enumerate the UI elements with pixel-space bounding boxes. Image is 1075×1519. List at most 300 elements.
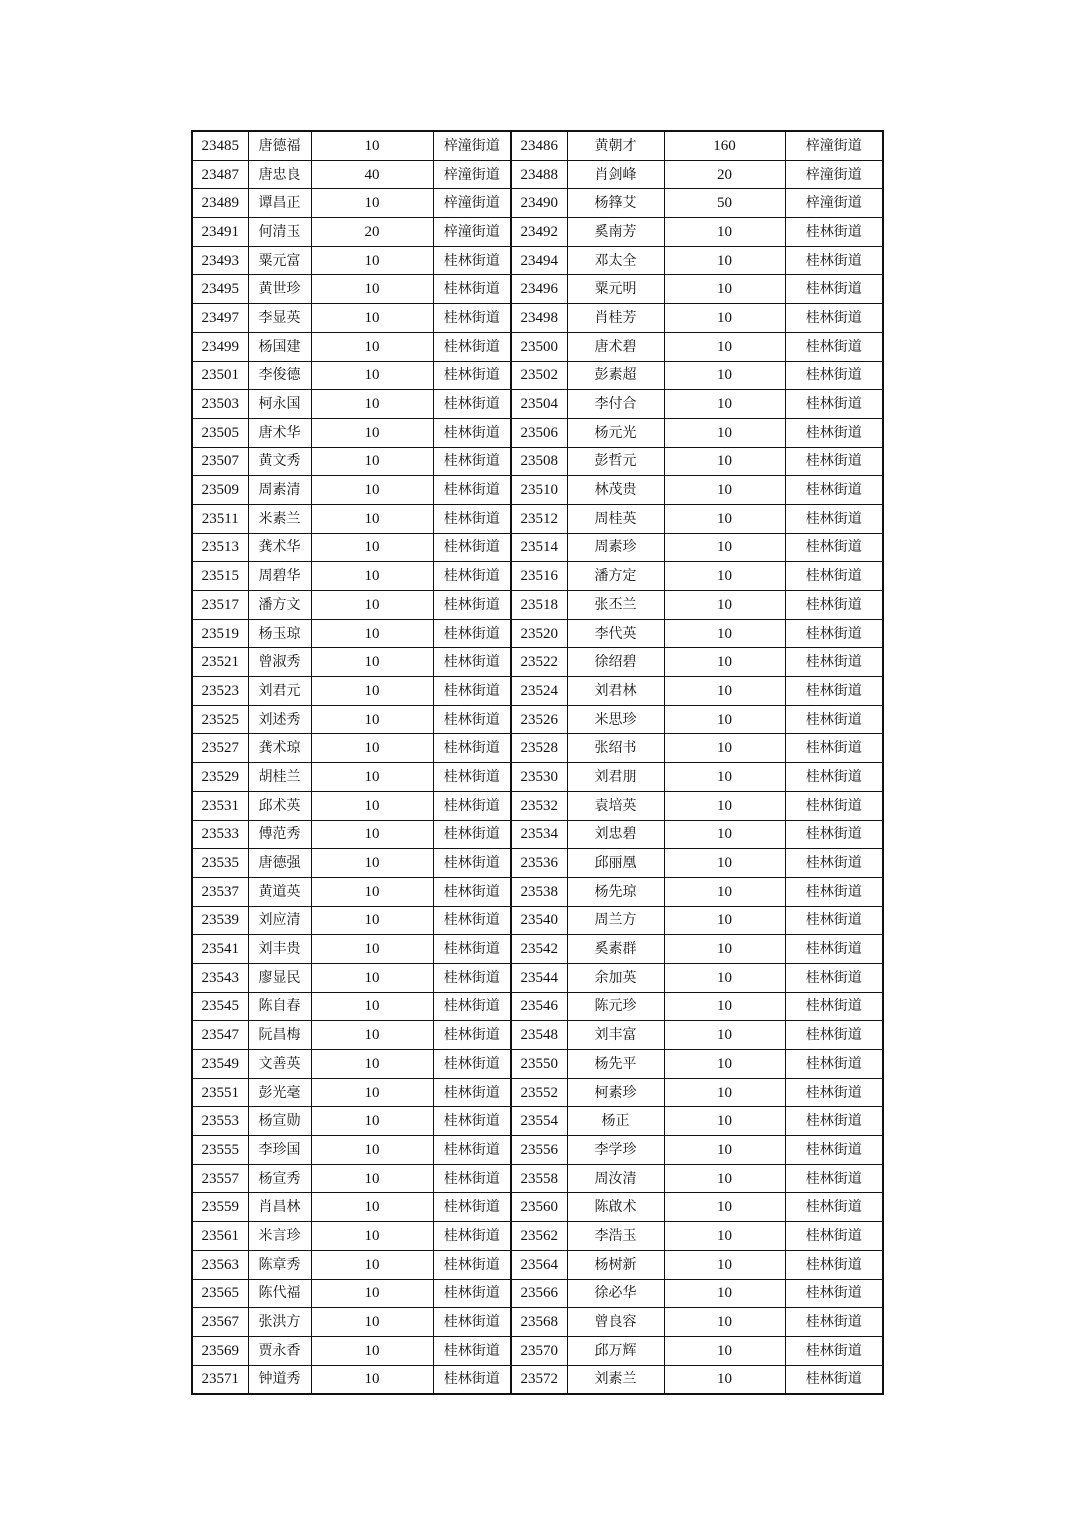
name-cell: 彭光毫 xyxy=(248,1078,311,1107)
id-cell: 23512 xyxy=(511,504,567,533)
name-cell: 陈自春 xyxy=(248,992,311,1021)
amount-cell: 10 xyxy=(664,332,785,361)
name-cell: 黄道英 xyxy=(248,877,311,906)
table-row xyxy=(192,1365,883,1394)
name-cell: 杨宣秀 xyxy=(248,1164,311,1193)
name-cell: 李付合 xyxy=(567,390,664,419)
street-cell: 桂林街道 xyxy=(433,963,511,992)
table-row xyxy=(192,591,883,620)
street-cell: 桂林街道 xyxy=(433,1250,511,1279)
amount-cell: 10 xyxy=(664,1308,785,1337)
amount-cell: 10 xyxy=(664,849,785,878)
id-cell: 23521 xyxy=(192,648,248,677)
street-cell: 桂林街道 xyxy=(785,906,883,935)
table-row xyxy=(192,648,883,677)
amount-cell: 10 xyxy=(311,677,433,706)
street-cell: 桂林街道 xyxy=(785,504,883,533)
street-cell: 梓潼街道 xyxy=(433,189,511,218)
name-cell: 廖显民 xyxy=(248,963,311,992)
amount-cell: 10 xyxy=(311,648,433,677)
id-cell: 23515 xyxy=(192,562,248,591)
street-cell: 桂林街道 xyxy=(785,1078,883,1107)
amount-cell: 10 xyxy=(664,734,785,763)
id-cell: 23563 xyxy=(192,1250,248,1279)
name-cell: 陈元珍 xyxy=(567,992,664,1021)
id-cell: 23519 xyxy=(192,619,248,648)
id-cell: 23531 xyxy=(192,791,248,820)
id-cell: 23490 xyxy=(511,189,567,218)
amount-cell: 10 xyxy=(664,705,785,734)
street-cell: 桂林街道 xyxy=(785,533,883,562)
amount-cell: 10 xyxy=(311,1136,433,1165)
id-cell: 23489 xyxy=(192,189,248,218)
amount-cell: 10 xyxy=(311,390,433,419)
id-cell: 23500 xyxy=(511,332,567,361)
amount-cell: 10 xyxy=(664,935,785,964)
amount-cell: 10 xyxy=(311,1279,433,1308)
amount-cell: 10 xyxy=(664,1136,785,1165)
table-row xyxy=(192,849,883,878)
name-cell: 张绍书 xyxy=(567,734,664,763)
street-cell: 桂林街道 xyxy=(433,1365,511,1394)
name-cell: 黄文秀 xyxy=(248,447,311,476)
street-cell: 桂林街道 xyxy=(433,1308,511,1337)
street-cell: 桂林街道 xyxy=(785,218,883,247)
name-cell: 杨先琼 xyxy=(567,877,664,906)
name-cell: 谭昌正 xyxy=(248,189,311,218)
name-cell: 黄朝才 xyxy=(567,131,664,160)
id-cell: 23487 xyxy=(192,160,248,189)
street-cell: 桂林街道 xyxy=(433,304,511,333)
name-cell: 张丕兰 xyxy=(567,591,664,620)
amount-cell: 10 xyxy=(664,418,785,447)
amount-cell: 40 xyxy=(311,160,433,189)
id-cell: 23567 xyxy=(192,1308,248,1337)
amount-cell: 10 xyxy=(664,677,785,706)
name-cell: 刘丰贵 xyxy=(248,935,311,964)
street-cell: 桂林街道 xyxy=(433,1021,511,1050)
id-cell: 23509 xyxy=(192,476,248,505)
id-cell: 23535 xyxy=(192,849,248,878)
amount-cell: 10 xyxy=(311,849,433,878)
amount-cell: 10 xyxy=(664,246,785,275)
amount-cell: 10 xyxy=(311,131,433,160)
name-cell: 彭素超 xyxy=(567,361,664,390)
street-cell: 桂林街道 xyxy=(433,1050,511,1079)
amount-cell: 10 xyxy=(664,1021,785,1050)
street-cell: 桂林街道 xyxy=(433,705,511,734)
table-row xyxy=(192,1021,883,1050)
id-cell: 23518 xyxy=(511,591,567,620)
name-cell: 袁培英 xyxy=(567,791,664,820)
name-cell: 邱丽凰 xyxy=(567,849,664,878)
street-cell: 桂林街道 xyxy=(433,935,511,964)
name-cell: 龚术华 xyxy=(248,533,311,562)
id-cell: 23527 xyxy=(192,734,248,763)
street-cell: 桂林街道 xyxy=(785,275,883,304)
name-cell: 米思珍 xyxy=(567,705,664,734)
table-row xyxy=(192,820,883,849)
id-cell: 23556 xyxy=(511,1136,567,1165)
id-cell: 23508 xyxy=(511,447,567,476)
id-cell: 23525 xyxy=(192,705,248,734)
name-cell: 杨正 xyxy=(567,1107,664,1136)
street-cell: 桂林街道 xyxy=(785,562,883,591)
street-cell: 桂林街道 xyxy=(785,1021,883,1050)
table-row xyxy=(192,476,883,505)
amount-cell: 10 xyxy=(664,447,785,476)
name-cell: 文善英 xyxy=(248,1050,311,1079)
amount-cell: 10 xyxy=(664,1365,785,1394)
amount-cell: 10 xyxy=(311,1193,433,1222)
table-row xyxy=(192,189,883,218)
table-row xyxy=(192,361,883,390)
amount-cell: 10 xyxy=(664,1336,785,1365)
id-cell: 23553 xyxy=(192,1107,248,1136)
street-cell: 桂林街道 xyxy=(785,1279,883,1308)
name-cell: 肖昌林 xyxy=(248,1193,311,1222)
street-cell: 桂林街道 xyxy=(785,935,883,964)
amount-cell: 10 xyxy=(664,1107,785,1136)
id-cell: 23497 xyxy=(192,304,248,333)
table-row xyxy=(192,447,883,476)
table-row xyxy=(192,935,883,964)
id-cell: 23549 xyxy=(192,1050,248,1079)
table-row xyxy=(192,791,883,820)
name-cell: 杨元光 xyxy=(567,418,664,447)
street-cell: 桂林街道 xyxy=(785,361,883,390)
street-cell: 桂林街道 xyxy=(785,992,883,1021)
amount-cell: 10 xyxy=(311,1250,433,1279)
street-cell: 桂林街道 xyxy=(433,1078,511,1107)
table-row xyxy=(192,332,883,361)
amount-cell: 10 xyxy=(311,1365,433,1394)
name-cell: 周桂英 xyxy=(567,504,664,533)
name-cell: 胡桂兰 xyxy=(248,763,311,792)
street-cell: 桂林街道 xyxy=(785,1193,883,1222)
name-cell: 柯永国 xyxy=(248,390,311,419)
amount-cell: 10 xyxy=(311,1021,433,1050)
name-cell: 傅范秀 xyxy=(248,820,311,849)
name-cell: 杨先平 xyxy=(567,1050,664,1079)
id-cell: 23569 xyxy=(192,1336,248,1365)
amount-cell: 10 xyxy=(311,820,433,849)
id-cell: 23570 xyxy=(511,1336,567,1365)
street-cell: 桂林街道 xyxy=(433,1164,511,1193)
street-cell: 桂林街道 xyxy=(785,418,883,447)
street-cell: 桂林街道 xyxy=(785,877,883,906)
id-cell: 23547 xyxy=(192,1021,248,1050)
amount-cell: 10 xyxy=(311,1336,433,1365)
amount-cell: 10 xyxy=(311,1078,433,1107)
table-row xyxy=(192,992,883,1021)
name-cell: 肖桂芳 xyxy=(567,304,664,333)
amount-cell: 10 xyxy=(664,1193,785,1222)
id-cell: 23565 xyxy=(192,1279,248,1308)
table-row xyxy=(192,734,883,763)
amount-cell: 10 xyxy=(664,820,785,849)
street-cell: 桂林街道 xyxy=(433,820,511,849)
street-cell: 桂林街道 xyxy=(433,734,511,763)
name-cell: 黄世珍 xyxy=(248,275,311,304)
table-row xyxy=(192,1050,883,1079)
name-cell: 李俊德 xyxy=(248,361,311,390)
name-cell: 邱术英 xyxy=(248,791,311,820)
name-cell: 刘君朋 xyxy=(567,763,664,792)
street-cell: 梓潼街道 xyxy=(433,218,511,247)
name-cell: 刘述秀 xyxy=(248,705,311,734)
id-cell: 23524 xyxy=(511,677,567,706)
table-row xyxy=(192,619,883,648)
street-cell: 桂林街道 xyxy=(785,246,883,275)
street-cell: 桂林街道 xyxy=(785,476,883,505)
amount-cell: 10 xyxy=(664,1050,785,1079)
name-cell: 奚南芳 xyxy=(567,218,664,247)
street-cell: 桂林街道 xyxy=(433,562,511,591)
name-cell: 徐绍碧 xyxy=(567,648,664,677)
id-cell: 23543 xyxy=(192,963,248,992)
donation-table xyxy=(191,130,884,1395)
amount-cell: 10 xyxy=(664,1279,785,1308)
id-cell: 23491 xyxy=(192,218,248,247)
name-cell: 龚术琼 xyxy=(248,734,311,763)
id-cell: 23505 xyxy=(192,418,248,447)
amount-cell: 10 xyxy=(311,734,433,763)
amount-cell: 10 xyxy=(311,877,433,906)
street-cell: 桂林街道 xyxy=(785,820,883,849)
street-cell: 桂林街道 xyxy=(785,619,883,648)
name-cell: 李珍国 xyxy=(248,1136,311,1165)
id-cell: 23510 xyxy=(511,476,567,505)
amount-cell: 10 xyxy=(311,1222,433,1251)
street-cell: 梓潼街道 xyxy=(785,160,883,189)
name-cell: 周素珍 xyxy=(567,533,664,562)
street-cell: 桂林街道 xyxy=(785,677,883,706)
street-cell: 桂林街道 xyxy=(433,763,511,792)
name-cell: 粟元明 xyxy=(567,275,664,304)
name-cell: 唐术华 xyxy=(248,418,311,447)
name-cell: 唐术碧 xyxy=(567,332,664,361)
id-cell: 23522 xyxy=(511,648,567,677)
name-cell: 唐德福 xyxy=(248,131,311,160)
id-cell: 23528 xyxy=(511,734,567,763)
amount-cell: 10 xyxy=(311,619,433,648)
street-cell: 桂林街道 xyxy=(785,1308,883,1337)
amount-cell: 10 xyxy=(311,533,433,562)
id-cell: 23530 xyxy=(511,763,567,792)
name-cell: 杨国建 xyxy=(248,332,311,361)
street-cell: 桂林街道 xyxy=(785,1107,883,1136)
name-cell: 陈啟术 xyxy=(567,1193,664,1222)
id-cell: 23571 xyxy=(192,1365,248,1394)
id-cell: 23551 xyxy=(192,1078,248,1107)
id-cell: 23538 xyxy=(511,877,567,906)
amount-cell: 160 xyxy=(664,131,785,160)
id-cell: 23554 xyxy=(511,1107,567,1136)
name-cell: 杨玉琼 xyxy=(248,619,311,648)
id-cell: 23536 xyxy=(511,849,567,878)
table-row xyxy=(192,562,883,591)
amount-cell: 10 xyxy=(664,304,785,333)
name-cell: 刘丰富 xyxy=(567,1021,664,1050)
id-cell: 23517 xyxy=(192,591,248,620)
street-cell: 桂林街道 xyxy=(433,591,511,620)
name-cell: 李代英 xyxy=(567,619,664,648)
street-cell: 桂林街道 xyxy=(785,963,883,992)
street-cell: 梓潼街道 xyxy=(785,131,883,160)
table-row xyxy=(192,677,883,706)
name-cell: 杨箨艾 xyxy=(567,189,664,218)
street-cell: 桂林街道 xyxy=(433,791,511,820)
street-cell: 桂林街道 xyxy=(785,390,883,419)
amount-cell: 10 xyxy=(664,648,785,677)
id-cell: 23501 xyxy=(192,361,248,390)
amount-cell: 10 xyxy=(664,877,785,906)
name-cell: 邱万辉 xyxy=(567,1336,664,1365)
street-cell: 桂林街道 xyxy=(433,1107,511,1136)
name-cell: 何清玉 xyxy=(248,218,311,247)
name-cell: 潘方文 xyxy=(248,591,311,620)
name-cell: 肖剑峰 xyxy=(567,160,664,189)
amount-cell: 10 xyxy=(311,963,433,992)
amount-cell: 10 xyxy=(311,189,433,218)
id-cell: 23537 xyxy=(192,877,248,906)
id-cell: 23502 xyxy=(511,361,567,390)
name-cell: 周素清 xyxy=(248,476,311,505)
street-cell: 桂林街道 xyxy=(785,1222,883,1251)
id-cell: 23555 xyxy=(192,1136,248,1165)
amount-cell: 10 xyxy=(664,504,785,533)
name-cell: 陈代福 xyxy=(248,1279,311,1308)
id-cell: 23485 xyxy=(192,131,248,160)
name-cell: 李学珍 xyxy=(567,1136,664,1165)
amount-cell: 10 xyxy=(311,1308,433,1337)
name-cell: 米言珍 xyxy=(248,1222,311,1251)
street-cell: 桂林街道 xyxy=(785,791,883,820)
id-cell: 23542 xyxy=(511,935,567,964)
amount-cell: 10 xyxy=(664,992,785,1021)
id-cell: 23511 xyxy=(192,504,248,533)
street-cell: 桂林街道 xyxy=(433,1136,511,1165)
id-cell: 23566 xyxy=(511,1279,567,1308)
amount-cell: 10 xyxy=(311,476,433,505)
name-cell: 杨宣勋 xyxy=(248,1107,311,1136)
id-cell: 23504 xyxy=(511,390,567,419)
name-cell: 邓太全 xyxy=(567,246,664,275)
name-cell: 曾淑秀 xyxy=(248,648,311,677)
table-row xyxy=(192,877,883,906)
name-cell: 张洪方 xyxy=(248,1308,311,1337)
id-cell: 23526 xyxy=(511,705,567,734)
amount-cell: 20 xyxy=(664,160,785,189)
street-cell: 桂林街道 xyxy=(433,361,511,390)
name-cell: 刘应清 xyxy=(248,906,311,935)
name-cell: 林茂贵 xyxy=(567,476,664,505)
street-cell: 桂林街道 xyxy=(433,533,511,562)
name-cell: 米素兰 xyxy=(248,504,311,533)
id-cell: 23507 xyxy=(192,447,248,476)
amount-cell: 10 xyxy=(664,1250,785,1279)
table-row xyxy=(192,963,883,992)
name-cell: 柯素珍 xyxy=(567,1078,664,1107)
id-cell: 23568 xyxy=(511,1308,567,1337)
street-cell: 桂林街道 xyxy=(433,1222,511,1251)
street-cell: 桂林街道 xyxy=(433,390,511,419)
amount-cell: 10 xyxy=(311,935,433,964)
amount-cell: 10 xyxy=(311,1164,433,1193)
street-cell: 桂林街道 xyxy=(785,332,883,361)
street-cell: 桂林街道 xyxy=(785,1365,883,1394)
name-cell: 贾永香 xyxy=(248,1336,311,1365)
id-cell: 23539 xyxy=(192,906,248,935)
table-row xyxy=(192,763,883,792)
id-cell: 23492 xyxy=(511,218,567,247)
name-cell: 周兰方 xyxy=(567,906,664,935)
street-cell: 桂林街道 xyxy=(433,619,511,648)
table-row xyxy=(192,1107,883,1136)
street-cell: 桂林街道 xyxy=(785,734,883,763)
street-cell: 桂林街道 xyxy=(433,992,511,1021)
amount-cell: 10 xyxy=(311,447,433,476)
name-cell: 奚素群 xyxy=(567,935,664,964)
id-cell: 23572 xyxy=(511,1365,567,1394)
street-cell: 桂林街道 xyxy=(785,1050,883,1079)
amount-cell: 10 xyxy=(311,562,433,591)
id-cell: 23486 xyxy=(511,131,567,160)
amount-cell: 10 xyxy=(311,591,433,620)
table-row xyxy=(192,1078,883,1107)
street-cell: 桂林街道 xyxy=(433,849,511,878)
amount-cell: 10 xyxy=(311,504,433,533)
table-row xyxy=(192,1336,883,1365)
name-cell: 彭哲元 xyxy=(567,447,664,476)
name-cell: 阮昌梅 xyxy=(248,1021,311,1050)
street-cell: 桂林街道 xyxy=(433,275,511,304)
street-cell: 桂林街道 xyxy=(433,906,511,935)
table-row xyxy=(192,1222,883,1251)
amount-cell: 10 xyxy=(311,1107,433,1136)
id-cell: 23529 xyxy=(192,763,248,792)
amount-cell: 50 xyxy=(664,189,785,218)
amount-cell: 10 xyxy=(664,218,785,247)
amount-cell: 10 xyxy=(664,361,785,390)
street-cell: 桂林街道 xyxy=(785,648,883,677)
street-cell: 桂林街道 xyxy=(785,1336,883,1365)
name-cell: 刘忠碧 xyxy=(567,820,664,849)
street-cell: 桂林街道 xyxy=(433,246,511,275)
id-cell: 23548 xyxy=(511,1021,567,1050)
amount-cell: 10 xyxy=(311,763,433,792)
id-cell: 23495 xyxy=(192,275,248,304)
amount-cell: 10 xyxy=(664,390,785,419)
street-cell: 梓潼街道 xyxy=(785,189,883,218)
id-cell: 23561 xyxy=(192,1222,248,1251)
street-cell: 梓潼街道 xyxy=(433,131,511,160)
street-cell: 桂林街道 xyxy=(433,1193,511,1222)
street-cell: 桂林街道 xyxy=(433,1279,511,1308)
amount-cell: 10 xyxy=(664,476,785,505)
id-cell: 23540 xyxy=(511,906,567,935)
name-cell: 钟道秀 xyxy=(248,1365,311,1394)
id-cell: 23520 xyxy=(511,619,567,648)
street-cell: 桂林街道 xyxy=(785,705,883,734)
street-cell: 桂林街道 xyxy=(785,447,883,476)
id-cell: 23488 xyxy=(511,160,567,189)
amount-cell: 10 xyxy=(311,906,433,935)
id-cell: 23506 xyxy=(511,418,567,447)
id-cell: 23498 xyxy=(511,304,567,333)
amount-cell: 10 xyxy=(664,562,785,591)
